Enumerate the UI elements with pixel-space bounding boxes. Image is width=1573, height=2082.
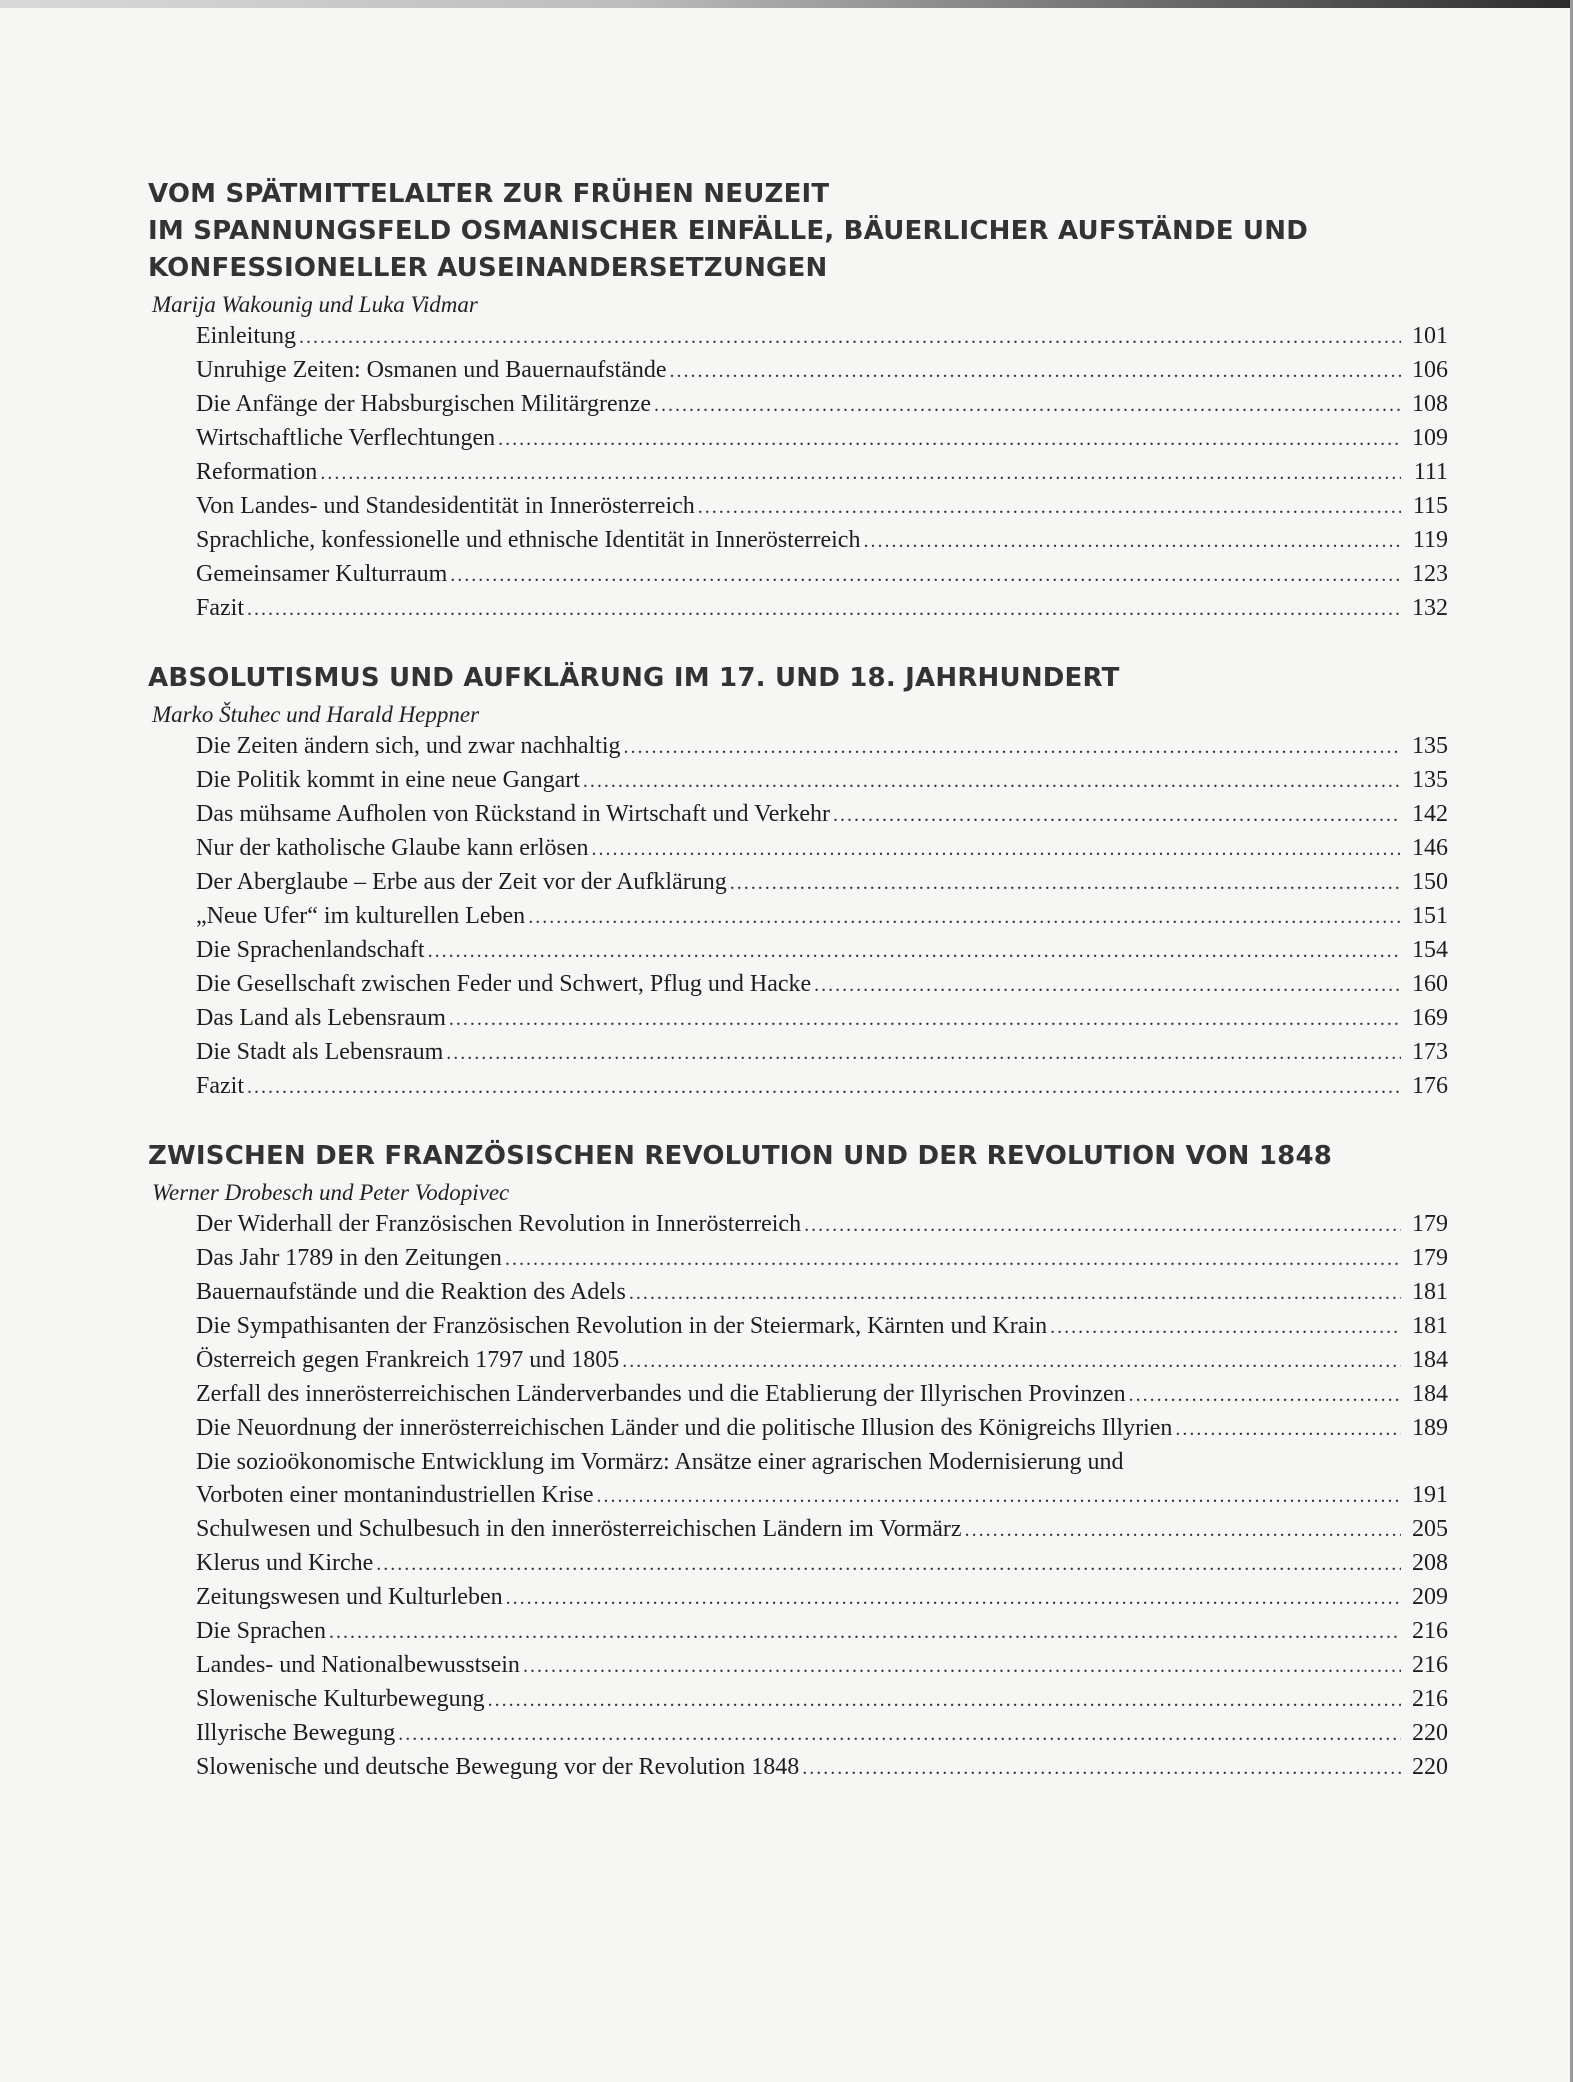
dot-leader [320, 457, 1401, 490]
toc-page-number: 169 [1412, 1005, 1448, 1031]
toc-section [148, 660, 1448, 1104]
toc-entry[interactable] [196, 354, 1448, 388]
toc-entry[interactable] [196, 866, 1448, 900]
toc-page-number: 173 [1412, 1039, 1448, 1065]
toc-entry-title: Reformation [196, 459, 318, 485]
toc-entry-title: Das Jahr 1789 in den Zeitungen [196, 1245, 502, 1271]
toc-entry[interactable] [196, 456, 1448, 490]
toc-entry-title: Die Politik kommt in eine neue Gangart [196, 767, 580, 793]
dot-leader [450, 559, 1401, 592]
dot-leader [730, 867, 1401, 900]
section-heading: ABSOLUTISMUS UND AUFKLÄRUNG IM 17. UND 18. JAHRHUNDERT [148, 663, 1120, 693]
toc-entry-list [148, 730, 1448, 1104]
toc-section [148, 1138, 1448, 1785]
toc-entry[interactable] [196, 1344, 1448, 1378]
toc-entry[interactable] [196, 1002, 1448, 1036]
dot-leader [528, 901, 1401, 934]
toc-entry[interactable] [196, 968, 1448, 1002]
toc-entry[interactable] [196, 1581, 1448, 1615]
dot-leader [488, 1684, 1401, 1717]
toc-entry-title: „Neue Ufer“ im kulturellen Leben [196, 903, 526, 929]
toc-page-number: 216 [1412, 1686, 1448, 1712]
dot-leader [247, 593, 1401, 626]
toc-page-number: 123 [1412, 561, 1448, 587]
dot-leader [833, 799, 1401, 832]
toc-entry-title: Die Sprachen [196, 1618, 326, 1644]
dot-leader [1175, 1413, 1401, 1446]
toc-entry-title: Das mühsame Aufholen von Rückstand in Wirtschaft und Verkehr [196, 801, 831, 827]
toc-page-number: 109 [1412, 425, 1448, 451]
toc-page-number: 191 [1412, 1482, 1448, 1508]
toc-entry[interactable] [196, 900, 1448, 934]
toc-entry[interactable] [196, 1513, 1448, 1547]
dot-leader [376, 1548, 1401, 1581]
toc-page-number: 132 [1412, 595, 1448, 621]
toc-entry[interactable] [196, 1547, 1448, 1581]
toc-entry[interactable] [196, 592, 1448, 626]
toc-entry-title: Die Sympathisanten der Französischen Revolution in der Steiermark, Kärnten und Krain [196, 1313, 1048, 1339]
dot-leader [299, 321, 1401, 354]
toc-entry[interactable] [196, 1276, 1448, 1310]
toc-entry-title: Schulwesen und Schulbesuch in den innerösterreichischen Ländern im Vormärz [196, 1516, 962, 1542]
toc-entry[interactable] [196, 1446, 1448, 1513]
section-authors: Marija Wakounig und Luka Vidmar [152, 292, 478, 317]
dot-leader [814, 969, 1401, 1002]
toc-entry[interactable] [196, 1649, 1448, 1683]
toc-page-number: 179 [1412, 1245, 1448, 1271]
toc-section [148, 176, 1448, 626]
toc-entry[interactable] [196, 1412, 1448, 1446]
toc-page-number: 151 [1412, 903, 1448, 929]
toc-entry[interactable] [196, 1242, 1448, 1276]
dot-leader [523, 1650, 1401, 1683]
dot-leader [629, 1277, 1401, 1310]
toc-entry-title: Klerus und Kirche [196, 1550, 374, 1576]
toc-entry-title: Der Widerhall der Französischen Revolution in Innerösterreich [196, 1211, 802, 1237]
dot-leader [446, 1037, 1401, 1070]
toc-page-number: 135 [1412, 733, 1448, 759]
toc-entry[interactable] [196, 422, 1448, 456]
toc-entry[interactable] [196, 1717, 1448, 1751]
toc-page-number: 216 [1412, 1652, 1448, 1678]
dot-leader [804, 1209, 1401, 1242]
toc-entry-title: Wirtschaftliche Verflechtungen [196, 425, 496, 451]
toc-entry-title: Illyrische Bewegung [196, 1720, 396, 1746]
toc-entry-title: Österreich gegen Frankreich 1797 und 1805 [196, 1347, 620, 1373]
toc-entry-title: Die Stadt als Lebensraum [196, 1039, 444, 1065]
toc-entry-title: Die Neuordnung der innerösterreichischen Länder und die politische Illusion des Königreichs Illyrien [196, 1415, 1173, 1441]
toc-page-number: 216 [1412, 1618, 1448, 1644]
dot-leader [1129, 1379, 1401, 1412]
toc-entry[interactable] [196, 832, 1448, 866]
toc-entry-title: Sprachliche, konfessionelle und ethnische Identität in Innerösterreich [196, 527, 861, 553]
toc-page-number: 135 [1412, 767, 1448, 793]
dot-leader [965, 1514, 1401, 1547]
toc-entry-title: Die sozioökonomische Entwicklung im Vormärz: Ansätze einer agrarischen Modernisierung und [196, 1449, 1124, 1475]
toc-entry[interactable] [196, 490, 1448, 524]
dot-leader [506, 1582, 1401, 1615]
toc-entry-title: Gemeinsamer Kulturraum [196, 561, 448, 587]
dot-leader [398, 1718, 1401, 1751]
toc-entry-title: Slowenische Kulturbewegung [196, 1686, 485, 1712]
toc-entry-title: Fazit [196, 595, 244, 621]
toc-entry[interactable] [196, 1683, 1448, 1717]
toc-page-number: 106 [1412, 357, 1448, 383]
dot-leader [498, 423, 1401, 456]
toc-page-number: 176 [1412, 1073, 1448, 1099]
dot-leader [698, 491, 1401, 524]
dot-leader [624, 731, 1402, 764]
toc-page-number: 208 [1412, 1550, 1448, 1576]
toc-entry-title: Nur der katholische Glaube kann erlösen [196, 835, 589, 861]
dot-leader [802, 1752, 1401, 1785]
toc-page-number: 220 [1412, 1720, 1448, 1746]
toc-entry-title: Fazit [196, 1073, 244, 1099]
toc-page-number: 160 [1412, 971, 1448, 997]
toc-page-number: 111 [1413, 459, 1448, 485]
toc-page-number: 101 [1412, 323, 1448, 349]
toc-page-number: 179 [1412, 1211, 1448, 1237]
toc-page-number: 184 [1412, 1381, 1448, 1407]
toc-entry[interactable] [196, 558, 1448, 592]
toc-entry-title: Bauernaufstände und die Reaktion des Adels [196, 1279, 626, 1305]
toc-entry-title: Der Aberglaube – Erbe aus der Zeit vor der Aufklärung [196, 869, 727, 895]
toc-entry-list [148, 1208, 1448, 1785]
toc-page-number: 146 [1412, 835, 1448, 861]
toc-entry-title: Die Sprachenlandschaft [196, 937, 425, 963]
dot-leader [247, 1071, 1401, 1104]
toc-page-number: 119 [1412, 527, 1448, 553]
section-authors: Marko Štuhec und Harald Heppner [152, 702, 480, 727]
dot-leader [596, 1480, 1401, 1513]
toc-page-number: 189 [1412, 1415, 1448, 1441]
toc-page-number: 150 [1412, 869, 1448, 895]
toc-entry[interactable] [196, 1378, 1448, 1412]
toc-page-number: 154 [1412, 937, 1448, 963]
dot-leader [670, 355, 1401, 388]
dot-leader [505, 1243, 1401, 1276]
toc-entry-title: Vorboten einer montanindustriellen Krise [196, 1482, 594, 1508]
toc-page-number: 220 [1412, 1754, 1448, 1780]
toc-entry-list [148, 320, 1448, 626]
toc-entry-title: Unruhige Zeiten: Osmanen und Bauernaufstände [196, 357, 667, 383]
toc-page-number: 205 [1412, 1516, 1448, 1542]
toc-page-number: 181 [1412, 1313, 1448, 1339]
toc-page-number: 209 [1412, 1584, 1448, 1610]
toc-entry[interactable] [196, 320, 1448, 354]
toc-entry[interactable] [196, 524, 1448, 558]
toc-entry-title: Zeitungswesen und Kulturleben [196, 1584, 503, 1610]
dot-leader [1050, 1311, 1401, 1344]
toc-entry-title: Die Anfänge der Habsburgischen Militärgrenze [196, 391, 651, 417]
toc-entry[interactable] [196, 1208, 1448, 1242]
toc-entry-continuation [196, 1479, 1448, 1513]
toc-entry-title: Das Land als Lebensraum [196, 1005, 446, 1031]
toc-entry[interactable] [196, 1310, 1448, 1344]
toc-entry-title: Einleitung [196, 323, 296, 349]
toc-entry[interactable] [196, 1070, 1448, 1104]
section-heading: IM SPANNUNGSFELD OSMANISCHER EINFÄLLE, BÄUERLICHER AUFSTÄNDE UND [148, 216, 1308, 246]
dot-leader [622, 1345, 1401, 1378]
dot-leader [583, 765, 1401, 798]
dot-leader [654, 389, 1401, 422]
toc-entry[interactable] [196, 388, 1448, 422]
dot-leader [329, 1616, 1401, 1649]
toc-entry[interactable] [196, 730, 1448, 764]
table-of-contents [148, 176, 1448, 1819]
toc-entry[interactable] [196, 764, 1448, 798]
scan-edge-top [0, 0, 1573, 8]
toc-entry[interactable] [196, 1036, 1448, 1070]
section-heading: KONFESSIONELLER AUSEINANDERSETZUNGEN [148, 253, 828, 283]
toc-page-number: 181 [1412, 1279, 1448, 1305]
section-heading: VOM SPÄTMITTELALTER ZUR FRÜHEN NEUZEIT [148, 179, 830, 209]
toc-entry[interactable] [196, 1615, 1448, 1649]
dot-leader [863, 525, 1401, 558]
section-authors: Werner Drobesch und Peter Vodopivec [152, 1180, 510, 1205]
toc-page-number: 115 [1412, 493, 1448, 519]
toc-page-number: 108 [1412, 391, 1448, 417]
toc-page-number: 184 [1412, 1347, 1448, 1373]
dot-leader [592, 833, 1401, 866]
toc-entry[interactable] [196, 1751, 1448, 1785]
toc-entry-title: Von Landes- und Standesidentität in Innerösterreich [196, 493, 695, 519]
toc-entry-title: Die Gesellschaft zwischen Feder und Schwert, Pflug und Hacke [196, 971, 812, 997]
toc-entry-title: Zerfall des innerösterreichischen Länderverbandes und die Etablierung der Illyrischen Provinzen [196, 1381, 1126, 1407]
toc-entry[interactable] [196, 798, 1448, 832]
dot-leader [449, 1003, 1401, 1036]
toc-entry[interactable] [196, 934, 1448, 968]
toc-entry-title: Die Zeiten ändern sich, und zwar nachhaltig [196, 733, 621, 759]
section-heading: ZWISCHEN DER FRANZÖSISCHEN REVOLUTION UND DER REVOLUTION VON 1848 [148, 1141, 1333, 1171]
toc-entry-title: Landes- und Nationalbewusstsein [196, 1652, 520, 1678]
toc-entry-title: Slowenische und deutsche Bewegung vor der Revolution 1848 [196, 1754, 800, 1780]
toc-page-number: 142 [1412, 801, 1448, 827]
dot-leader [428, 935, 1401, 968]
